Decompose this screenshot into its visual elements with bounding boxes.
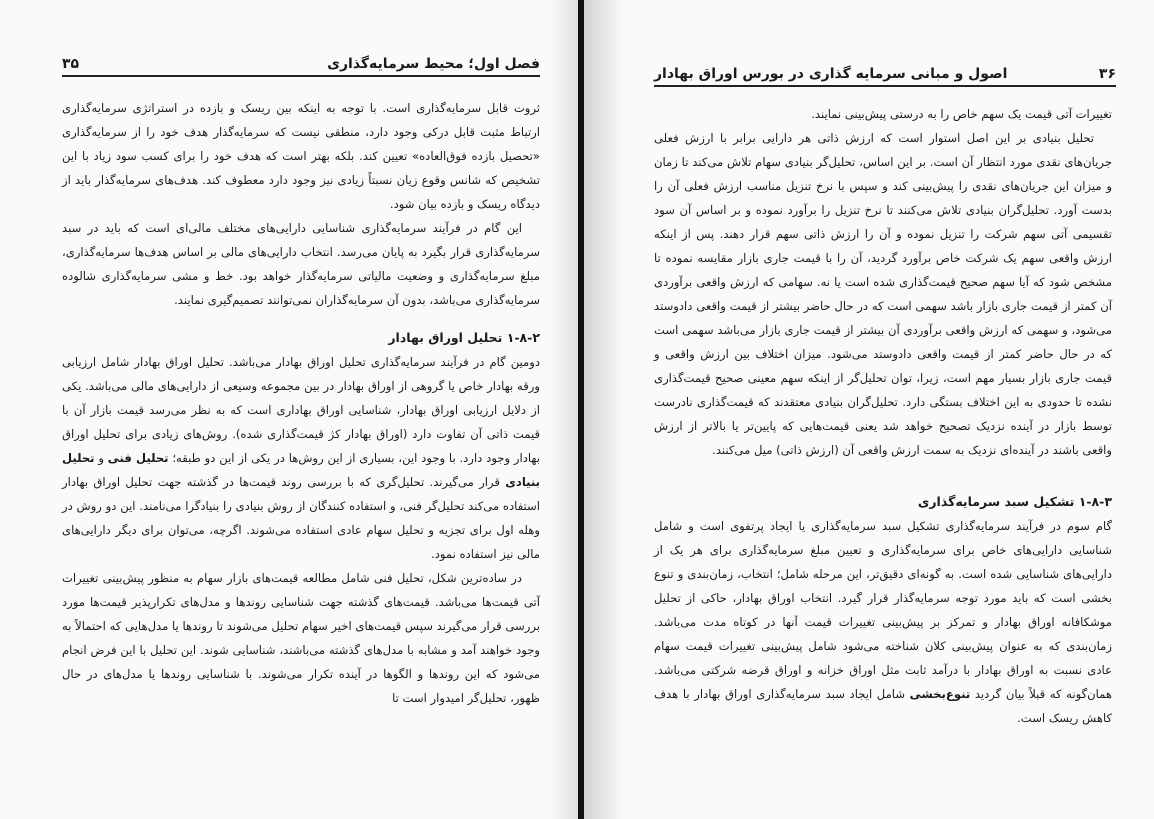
section-heading: ۱-۸-۲ تحلیل اوراق بهادار	[388, 330, 540, 345]
page-gutter-shadow	[550, 0, 578, 819]
paragraph-text: دومین گام در فرآیند سرمایه‌گذاری تحلیل اوراق بهادار می‌باشد. تحلیل اوراق بهادار شامل ارزیابی ورقه بهادار خاص یا گروهی از اوراق بهادار در بین مجموعه وسیعی از دارایی‌های مالی می‌باشد. یکی از دلایل ارزیابی اوراق بهادار، شناسایی اوراق بهاداری است که به نظر می‌رسد قیمت بازار آن با قیمت ذاتی آن تفاوت دارد (اوراق بهادار کژ قیمت‌گذاری شده). روش‌های زیادی برای تحلیل اوراق بهادار وجود دارد. با وجود این، بسیاری از این روش‌ها در یکی از این دو طبقه؛	[62, 355, 540, 465]
page-header	[62, 46, 540, 72]
bold-term: تحلیل فنی	[107, 451, 169, 465]
header-rule	[654, 85, 1116, 87]
paragraph: در ساده‌ترین شکل، تحلیل فنی شامل مطالعه قیمت‌های بازار سهام به منظور پیش‌بینی تغییرات آتی قیمت‌ها می‌باشد. قیمت‌های گذشته جهت شناسایی روندها و مدل‌های تکرارپذیر قیمت‌ها مورد بررسی قرار می‌گیرند سپس قیمت‌های اخیر سهام تحلیل می‌شوند تا روندها یا مدل‌هایی که احتمالاً به وجود خواهند آمد و مشابه با مدل‌های گذشته می‌باشند، شناسایی شوند. این تحلیل با این فرض انجام می‌شود که این روندها و الگوها در آینده تکرار می‌شوند. با شناسایی روندها یا مدل‌های در حال ظهور، تحلیل‌گر امیدوار است تا	[62, 571, 540, 705]
paragraph: ثروت قابل سرمایه‌گذاری است. با توجه به اینکه بین ریسک و بازده در استراتژی سرمایه‌گذاری ارتباط مثبت قابل درکی وجود دارد، منطقی نیست که سرمایه‌گذار هدف خود را از سرمایه‌گذاری «تحصیل بازده فوق‌العاده» تعیین کند. بلکه بهتر است که هدف خود را برای کسب سود زیاد با این تشخیص که شانس وقوع زیان نسبتاً زیادی نیز وجود دارد معطوف کند. هدف‌های سرمایه‌گذار باید از دیدگاه ریسک و بازده بیان شود.	[62, 101, 540, 211]
paragraph	[654, 514, 1112, 730]
page-body	[654, 102, 1112, 730]
paragraph: تغییرات آتی قیمت یک سهم خاص را به درستی پیش‌بینی نمایند.	[811, 107, 1112, 121]
paragraph: این گام در فرآیند سرمایه‌گذاری شناسایی دارایی‌های مختلف مالی‌ای است که باید در سبد سرمایه‌گذاری قرار بگیرد به پایان می‌رسد. انتخاب دارایی‌های مالی بر اساس هدف‌ها سرمایه‌گذاری، مبلغ سرمایه‌گذاری و وضعیت مالیاتی سرمایه‌گذار خواهد بود. خط و مشی سرمایه‌گذاری شالوده سرمایه‌گذاری می‌باشد، بدون آن سرمایه‌گذاران نمی‌توانند تصمیم‌گیری نمایند.	[62, 221, 540, 307]
page-number: ۳۵	[62, 56, 80, 72]
running-header-title: اصول و مبانی سرمایه گذاری در بورس اوراق بهادار	[654, 66, 1008, 82]
spacer	[654, 462, 1112, 476]
page-header	[654, 56, 1116, 82]
paragraph	[62, 350, 540, 566]
header-rule	[62, 75, 540, 77]
paragraph-text: قرار می‌گیرند. تحلیل‌گری که با بررسی روند قیمت‌ها در گذشته جهت تحلیل اوراق بهادار استفاده می‌کند تحلیل‌گر فنی، و استفاده کنندگان از روش بنیادی را بنیادگرا می‌نامند. این دو روش در وهله اول برای تجزیه و تحلیل سهام عادی استفاده می‌شوند. اگرچه، می‌توان برای دیگر دارایی‌های مالی نیز استفاده نمود.	[62, 475, 540, 561]
right-page	[584, 0, 1154, 819]
page-gutter-shadow	[584, 0, 624, 819]
paragraph-text: گام سوم در فرآیند سرمایه‌گذاری تشکیل سبد سرمایه‌گذاری یا ایجاد پرتفوی است و شامل شناسایی دارایی‌های خاص برای سرمایه‌گذاری و تعیین مبلغ سرمایه‌گذاری برای هر یک از دارایی‌های شناسایی شده است. به گونه‌ای دقیق‌تر، این مرحله شامل؛ انتخاب، زمان‌بندی و تنوع بخشی است که باید مورد توجه سرمایه‌گذار قرار گیرد. انتخاب اوراق بهادار، حاکی از تحلیل موشکافانه اوراق بهادار و تمرکز بر پیش‌بینی تغییرات قیمت آنها در کوتاه مدت می‌باشد. زمان‌بندی که به عنوان پیش‌بینی کلان شناخته می‌شود شامل پیش‌بینی تغییرات قیمت سهام عادی نسبت به اوراق بهادار با درآمد ثابت مثل اوراق خزانه و اوراق قرضه شرکتی می‌باشد. همان‌گونه که قبلاً بیان گردید	[654, 519, 1112, 701]
section-heading: ۱-۸-۳ تشکیل سبد سرمایه‌گذاری	[917, 494, 1112, 509]
page-body	[62, 96, 540, 710]
paragraph: تحلیل بنیادی بر این اصل استوار است که ارزش ذاتی هر دارایی برابر با ارزش فعلی جریان‌های نقدی مورد انتظار آن است. بر این اساس، تحلیل‌گر بنیادی سهام تلاش می‌کند تا زمان و میزان این جریان‌های نقدی را پیش‌بینی کند و سپس با نرخ تنزیل مناسب ارزش فعلی آن را بدست آورد. تحلیل‌گران بنیادی تلاش می‌کنند تا نرخ تنزیل را برآورد نموده و بر اساس آن سود تقسیمی آتی سهم شرکت را تنزیل نموده و آن را ارزش ذاتی سهم قرار دهند. پس از اینکه ارزش واقعی سهم یک شرکت خاص برآورد گردید، آن را با قیمت جاری بازار مقایسه نموده تا مشخص شود که آیا سهم صحیح قیمت‌گذاری شده است یا نه. سهامی که ارزش واقعی برآوردی آن کمتر از قیمت جاری بازار باشد سهمی است که در حال حاضر بیشتر از قیمت واقعی دادوستد می‌شود، و سهمی که ارزش واقعی برآوردی آن بیشتر از قیمت جاری بازار می‌باشد سهمی است که در حال حاضر کمتر از قیمت واقعی دادوستد می‌شود. میزان اختلاف بین ارزش واقعی و قیمت جاری بازار بسیار مهم است، زیرا، توان تحلیل‌گر از اینکه سهم معینی صحیح قیمت‌گذاری نشده تا حدودی به این اختلاف بستگی دارد. تحلیل‌گران بنیادی معتقدند که قیمت‌گذاری نادرست توسط بازار در آینده نزدیک تصحیح خواهد شد یعنی قیمت‌هایی که پایین‌تر یا بالاتر از ارزش واقعی باشند در آینده‌ای نزدیک به سمت ارزش واقعی آن (ارزش ذاتی) میل می‌کنند.	[654, 131, 1112, 457]
bold-term: تحلیل بنیادی	[62, 451, 540, 489]
paragraph-text: و	[94, 451, 108, 465]
bold-term: تنوع‌بخشی	[909, 687, 971, 701]
paragraph-text: شامل ایجاد سبد سرمایه‌گذاری اوراق بهادار با هدف کاهش ریسک است.	[654, 687, 1112, 725]
page-number: ۳۶	[1098, 66, 1116, 82]
running-header-title: فصل اول؛ محیط سرمایه‌گذاری	[327, 56, 540, 72]
